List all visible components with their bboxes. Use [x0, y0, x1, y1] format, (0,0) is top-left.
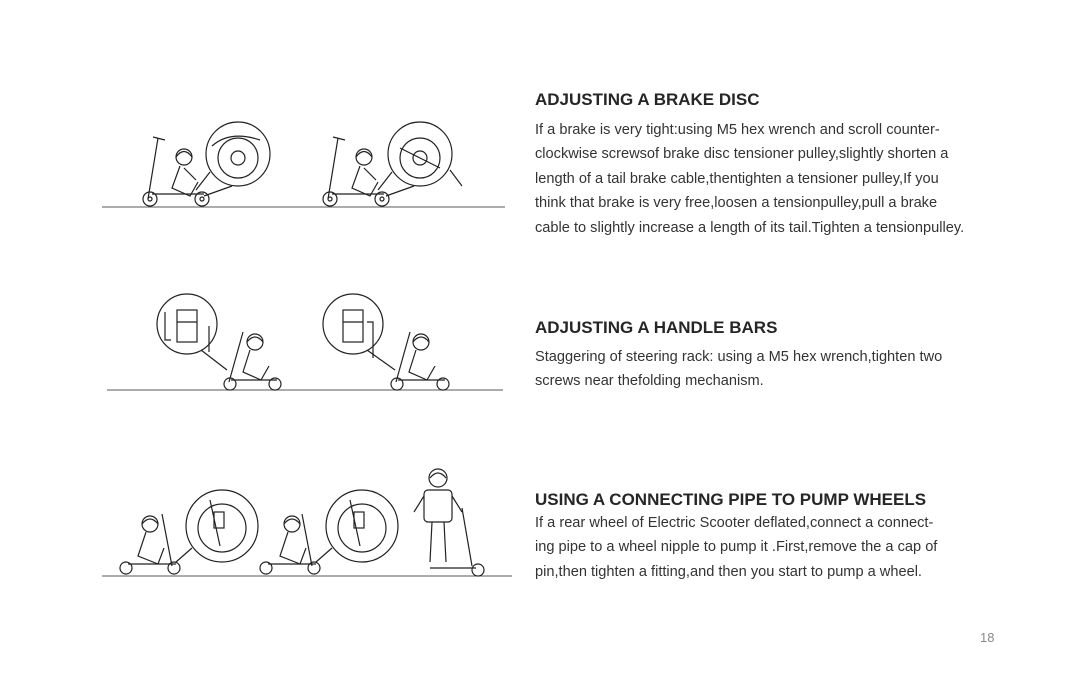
body-line: If a brake is very tight:using M5 hex wrench and scroll counter- — [535, 122, 940, 138]
section-title: USING A CONNECTING PIPE TO PUMP WHEELS — [535, 490, 927, 509]
body-line: clockwise screwsof brake disc tensioner pulley,slightly shorten a — [535, 146, 949, 163]
section-body — [535, 511, 1015, 584]
body-line: ing pipe to a wheel nipple to pump it .First,remove the a cap of — [535, 539, 938, 556]
body-line: If a rear wheel of Electric Scooter deflated,connect a connect- — [535, 515, 934, 531]
body-line: think that brake is very free,loosen a tensionpulley,pull a brake — [535, 195, 938, 212]
body-line: pin,then tighten a fitting,and then you start to pump a wheel. — [535, 563, 922, 580]
section-title: ADJUSTING A HANDLE BARS — [535, 318, 778, 337]
section-title: ADJUSTING A BRAKE DISC — [535, 90, 760, 109]
body-line: cable to slightly increase a length of its tail.Tighten a tensionpulley. — [535, 219, 965, 236]
section-body — [535, 118, 1015, 240]
body-line: screws near thefolding mechanism. — [535, 373, 764, 390]
page-number: 18 — [980, 630, 995, 645]
brake-disc-illustration — [100, 110, 510, 215]
body-line: Staggering of steering rack: using a M5 hex wrench,tighten two — [535, 349, 943, 365]
pump-wheels-illustration — [100, 466, 515, 581]
handle-bars-illustration — [105, 292, 505, 397]
section-body — [535, 345, 1015, 394]
body-line: length of a tail brake cable,thentighten a tensioner pulley,If you — [535, 170, 939, 187]
